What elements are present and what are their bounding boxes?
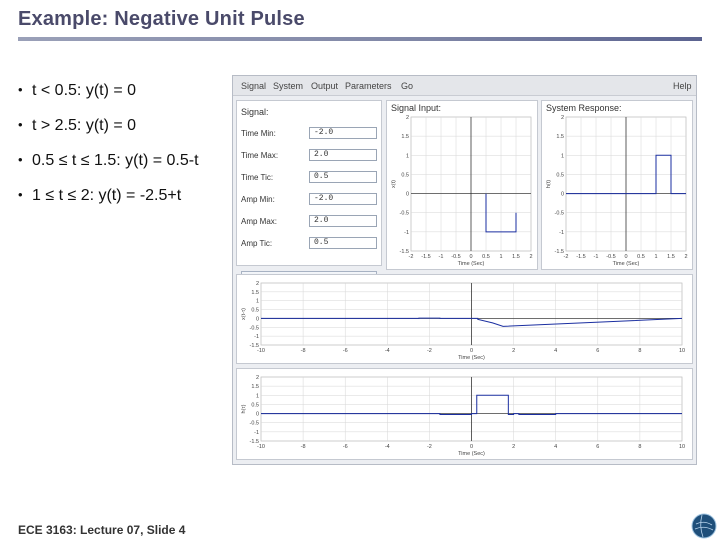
x-tick-label: -8 — [300, 444, 306, 450]
time-min-field[interactable]: -2.0 — [309, 127, 377, 139]
x-tick-label: 1 — [654, 254, 658, 260]
impulse-response-panel — [236, 368, 693, 460]
x-tick-label: -0.5 — [451, 254, 461, 260]
chart-title: Signal Input: — [391, 103, 442, 113]
x-tick-label: 2 — [684, 254, 688, 260]
bullet-item — [18, 152, 199, 187]
y-tick-label: 1.5 — [401, 134, 409, 141]
signal-input-panel — [386, 100, 538, 270]
x-tick-label: -2 — [426, 444, 432, 450]
y-tick-label: -1.5 — [399, 249, 409, 255]
x-tick-label: -2 — [563, 254, 569, 260]
y-tick-label: 0 — [255, 316, 259, 323]
bullet-glyph: • — [18, 117, 23, 132]
x-tick-label: 2 — [529, 254, 533, 260]
x-tick-label: 0.5 — [482, 254, 490, 260]
time-max-label: Time Max: — [241, 151, 279, 160]
y-tick-label: -1 — [404, 229, 409, 236]
y-tick-label: 1.5 — [251, 289, 259, 296]
menu-parameters[interactable]: Parameters — [345, 81, 392, 91]
y-tick-label: 2 — [405, 115, 409, 121]
menu-output[interactable]: Output — [311, 81, 339, 91]
x-tick-label: -8 — [300, 348, 306, 354]
x-tick-label: 0 — [469, 348, 474, 354]
time-tic-label: Time Tic: — [241, 173, 274, 182]
x-tick-label: -2 — [426, 348, 432, 354]
y-tick-label: -0.5 — [249, 325, 259, 332]
shifted-signal-panel — [236, 274, 693, 364]
signal-input-plot — [387, 101, 537, 269]
y-tick-label: 0.5 — [556, 172, 564, 179]
slide-title: Example: Negative Unit Pulse — [18, 8, 305, 30]
x-tick-label: -4 — [384, 348, 390, 354]
x-axis-label: Time (Sec) — [457, 261, 485, 267]
x-tick-label: 10 — [678, 444, 686, 450]
y-tick-label: 0 — [255, 411, 259, 418]
y-tick-label: 0 — [405, 191, 409, 198]
y-tick-label: 2 — [560, 115, 564, 121]
chart-title: System Response: — [546, 103, 622, 113]
bullet-list — [18, 82, 199, 222]
y-tick-label: 1 — [560, 153, 564, 160]
time-tic-field[interactable]: 0.5 — [309, 171, 377, 183]
x-tick-label: -1 — [593, 254, 599, 260]
bullet-item — [18, 117, 199, 152]
x-tick-label: 4 — [554, 444, 558, 450]
y-tick-label: -1 — [559, 229, 564, 236]
y-tick-label: 0 — [560, 191, 564, 198]
bullet-text: t > 2.5: y(t) = 0 — [32, 117, 137, 134]
x-tick-label: -4 — [384, 444, 390, 450]
y-axis-label: h(τ) — [241, 404, 247, 414]
amp-max-label: Amp Max: — [241, 217, 278, 226]
y-tick-label: 0.5 — [251, 402, 259, 409]
bullet-glyph: • — [18, 82, 23, 97]
x-tick-label: -1.5 — [421, 254, 431, 260]
bullet-text: t < 0.5: y(t) = 0 — [32, 82, 137, 99]
impulse-response-plot — [237, 369, 692, 459]
x-axis-label: Time (Sec) — [458, 355, 485, 361]
y-tick-label: 0.5 — [401, 172, 409, 179]
x-tick-label: -0.5 — [606, 254, 616, 260]
x-tick-label: -2 — [408, 254, 414, 260]
x-tick-label: 0.5 — [637, 254, 645, 260]
x-tick-label: 2 — [512, 444, 516, 450]
time-min-label: Time Min: — [241, 129, 276, 138]
x-tick-label: 8 — [638, 348, 642, 354]
y-tick-label: -1.5 — [249, 343, 259, 349]
y-axis-label: x(t) — [391, 180, 397, 188]
system-response-plot — [542, 101, 692, 269]
y-tick-label: 1 — [255, 298, 259, 305]
x-tick-label: -6 — [342, 348, 348, 354]
y-tick-label: 1 — [405, 153, 409, 160]
x-tick-label: -10 — [257, 444, 265, 450]
bullet-text: 1 ≤ t ≤ 2: y(t) = -2.5+t — [32, 187, 182, 204]
x-tick-label: -10 — [257, 348, 265, 354]
time-max-field[interactable]: 2.0 — [309, 149, 377, 161]
y-tick-label: -1.5 — [554, 249, 564, 255]
menu-help[interactable]: Help — [673, 81, 692, 91]
bullet-glyph: • — [18, 187, 23, 202]
x-tick-label: 0 — [469, 444, 474, 450]
amp-max-field[interactable]: 2.0 — [309, 215, 377, 227]
menu-signal[interactable]: Signal — [241, 81, 267, 91]
x-tick-label: 0 — [624, 254, 628, 260]
x-tick-label: 0 — [469, 254, 473, 260]
x-axis-label: Time (Sec) — [612, 261, 640, 267]
globe-logo-icon — [690, 512, 718, 540]
menu-system[interactable]: System — [273, 81, 304, 91]
convolution-app-window — [232, 75, 697, 465]
x-tick-label: 10 — [678, 348, 686, 354]
amp-tic-field[interactable]: 0.5 — [309, 237, 377, 249]
y-tick-label: -1.5 — [249, 439, 259, 445]
signal-parameters-panel — [236, 100, 382, 266]
y-tick-label: 1.5 — [251, 384, 259, 391]
y-tick-label: -1 — [254, 429, 259, 436]
bullet-item — [18, 82, 199, 117]
y-tick-label: 0.5 — [251, 307, 259, 314]
amp-min-label: Amp Min: — [241, 195, 275, 204]
bullet-text: 0.5 ≤ t ≤ 1.5: y(t) = 0.5-t — [32, 152, 199, 169]
x-tick-label: -1.5 — [576, 254, 586, 260]
x-tick-label: 1.5 — [512, 254, 520, 260]
x-tick-label: 8 — [638, 444, 642, 450]
y-axis-label: h(t) — [546, 179, 552, 189]
amp-min-field[interactable]: -2.0 — [309, 193, 377, 205]
signal-panel-title: Signal: — [241, 107, 269, 117]
bullet-item — [18, 187, 199, 222]
x-tick-label: -6 — [342, 444, 348, 450]
shifted-signal-plot — [237, 275, 692, 363]
bullet-glyph: • — [18, 152, 23, 167]
menu-bar — [233, 76, 696, 96]
x-tick-label: 6 — [596, 348, 600, 354]
amp-tic-label: Amp Tic: — [241, 239, 273, 248]
y-tick-label: -0.5 — [399, 210, 409, 217]
y-tick-label: 1.5 — [556, 134, 564, 141]
x-tick-label: -1 — [438, 254, 444, 260]
menu-go[interactable]: Go — [401, 81, 414, 91]
y-tick-label: 2 — [255, 375, 259, 381]
title-divider — [18, 37, 702, 41]
x-axis-label: Time (Sec) — [458, 451, 485, 457]
y-tick-label: 1 — [255, 393, 259, 400]
x-tick-label: 6 — [596, 444, 600, 450]
x-tick-label: 1 — [499, 254, 503, 260]
y-tick-label: -0.5 — [249, 420, 259, 427]
y-tick-label: -0.5 — [554, 210, 564, 217]
x-tick-label: 2 — [512, 348, 516, 354]
system-response-panel — [541, 100, 693, 270]
slide-footer: ECE 3163: Lecture 07, Slide 4 — [18, 523, 186, 537]
y-tick-label: 2 — [255, 281, 259, 287]
y-axis-label: x(t-τ) — [241, 308, 247, 320]
y-tick-label: -1 — [254, 334, 259, 341]
x-tick-label: 1.5 — [667, 254, 675, 260]
x-tick-label: 4 — [554, 348, 558, 354]
